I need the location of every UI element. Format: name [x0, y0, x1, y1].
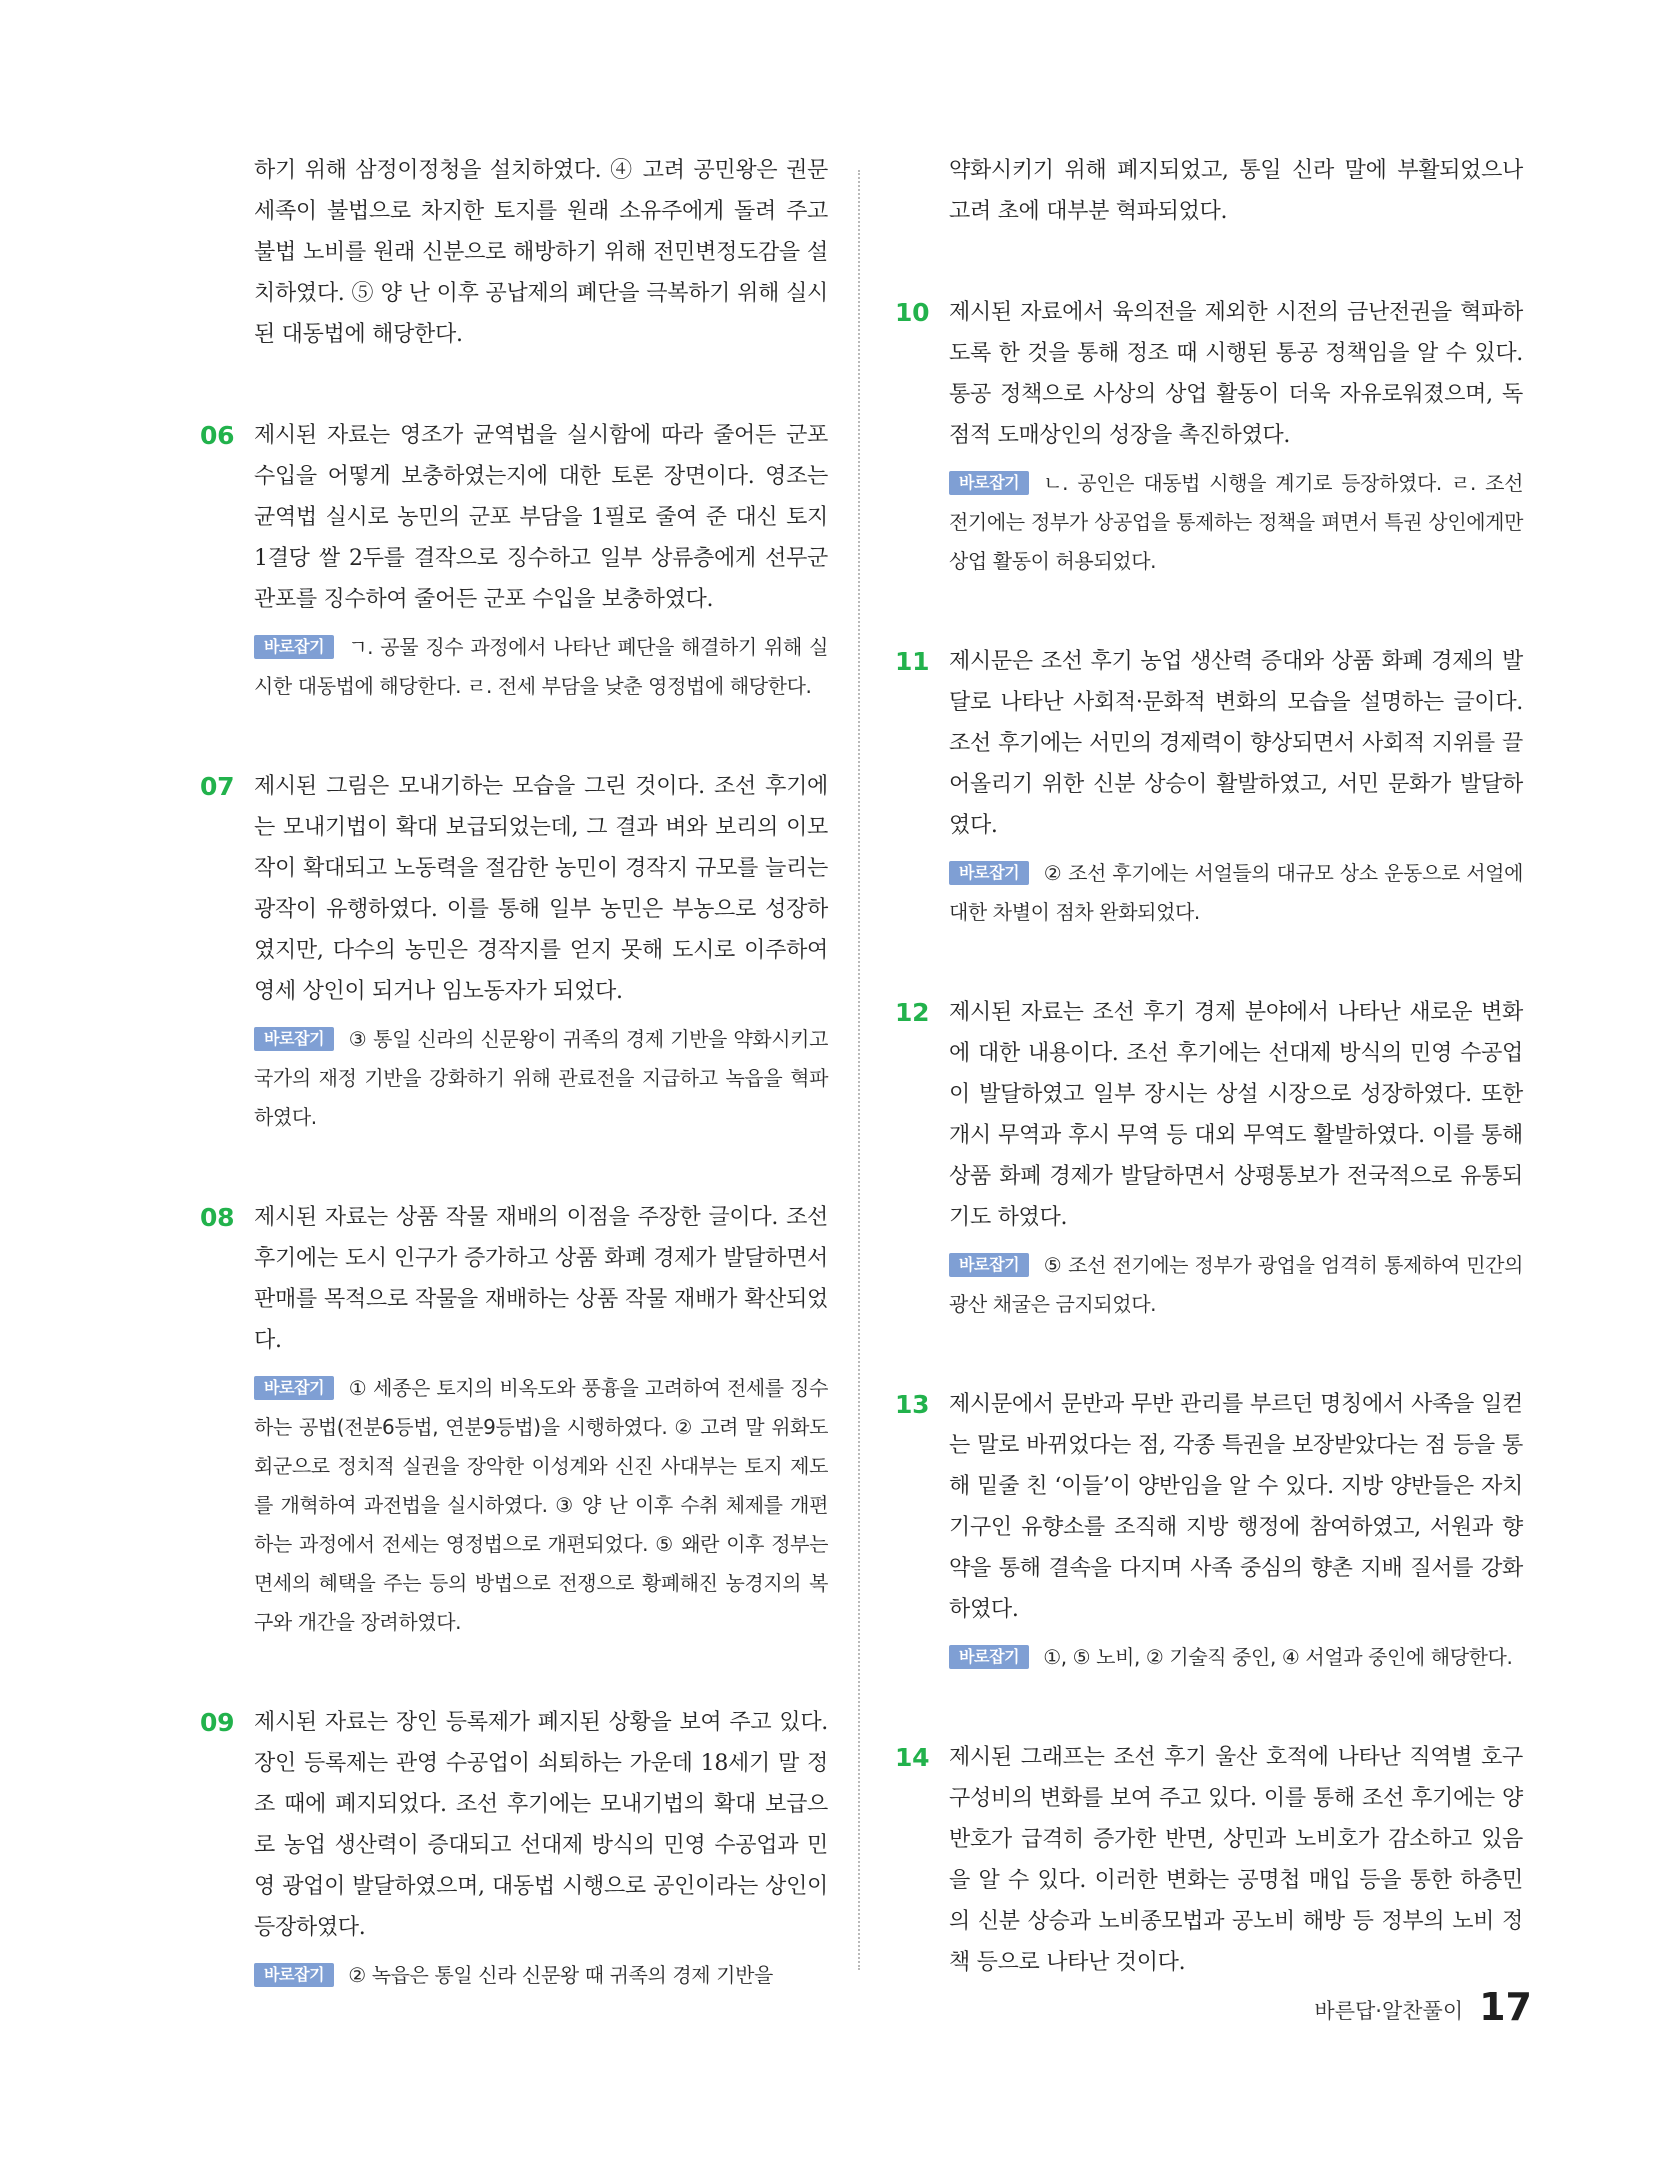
item-explanation: 제시된 자료는 조선 후기 경제 분야에서 나타난 새로운 변화에 대한 내용이다. 조선 후기에는 선대제 방식의 민영 수공업이 발달하였고 일부 장시는 상설 시장으로 성장하였다. 또한 개시 무역과 후시 무역 등 대외 무역도 활발하였다. 이를 통해 상품 화폐 경제가 발달하면서 상평통보가 전국적으로 유통되기도 하였다.: [949, 1000, 1523, 1230]
correction-text: ② 녹읍은 통일 신라 신문왕 때 귀족의 경제 기반을: [348, 1963, 773, 1987]
item-number: 07: [200, 772, 235, 801]
item-explanation: 제시문에서 문반과 무반 관리를 부르던 명칭에서 사족을 일컫는 말로 바뀌었다는 점, 각종 특권을 보장받았다는 점 등을 통해 밑줄 친 ‘이들’이 양반임을 알 수 있다. 지방 양반들은 자치 기구인 유향소를 조직해 지방 행정에 참여하였고, 서원과 향약을 통해 결속을 다지며 사족 중심의 향촌 지배 질서를 강화하였다.: [949, 1392, 1523, 1622]
column-divider: [858, 170, 860, 1970]
correction-text: ⑤ 조선 전기에는 정부가 광업을 엄격히 통제하여 민간의 광산 채굴은 금지되었다.: [949, 1253, 1523, 1316]
item-explanation: 제시된 자료에서 육의전을 제외한 시전의 금난전권을 혁파하도록 한 것을 통해 정조 때 시행된 통공 정책임을 알 수 있다. 통공 정책으로 사상의 상업 활동이 더욱 자유로워졌으며, 독점적 도매상인의 성장을 촉진하였다.: [949, 300, 1523, 448]
item-number: 14: [895, 1743, 930, 1772]
correction-badge: 바로잡기: [254, 1027, 334, 1051]
continuation-text: 약화시키기 위해 폐지되었고, 통일 신라 말에 부활되었으나 고려 초에 대부분 혁파되었다.: [949, 158, 1523, 224]
correction-text: ㄱ. 공물 징수 과정에서 나타난 폐단을 해결하기 위해 실시한 대동법에 해당한다. ㄹ. 전세 부담을 낮춘 영정법에 해당한다.: [254, 635, 828, 698]
item-number: 12: [895, 998, 930, 1027]
correction-badge: 바로잡기: [949, 1253, 1029, 1277]
footer-label: 바른답·알찬풀이: [1314, 1999, 1464, 2023]
correction-badge: 바로잡기: [949, 471, 1029, 495]
item-number: 06: [200, 421, 235, 450]
correction-badge: 바로잡기: [949, 861, 1029, 885]
item-explanation: 제시된 자료는 상품 작물 재배의 이점을 주장한 글이다. 조선 후기에는 도시 인구가 증가하고 상품 화폐 경제가 발달하면서 판매를 목적으로 작물을 재배하는 상품 작물 재배가 확산되었다.: [254, 1205, 828, 1353]
page-number: 17: [1479, 1985, 1532, 2029]
correction-note: [200, 1956, 828, 1995]
correction-badge: 바로잡기: [254, 1376, 334, 1400]
answer-item-06: [200, 415, 828, 706]
correction-text: ③ 통일 신라의 신문왕이 귀족의 경제 기반을 약화시키고 국가의 재정 기반을 강화하기 위해 관료전을 지급하고 녹읍을 혁파하였다.: [254, 1027, 828, 1129]
right-column: [895, 150, 1523, 2043]
item-number: 08: [200, 1203, 235, 1232]
correction-note: [895, 854, 1523, 932]
continuation-text: 하기 위해 삼정이정청을 설치하였다. ④ 고려 공민왕은 권문세족이 불법으로 차지한 토지를 원래 소유주에게 돌려 주고 불법 노비를 원래 신분으로 해방하기 위해 전민변정도감을 설치하였다. ⑤ 양 난 이후 공납제의 폐단을 극복하기 위해 실시된 대동법에 해당한다.: [254, 158, 828, 347]
correction-text: ①, ⑤ 노비, ② 기술직 중인, ④ 서얼과 중인에 해당한다.: [1043, 1645, 1513, 1669]
answer-item-07: [200, 766, 828, 1137]
correction-note: [895, 464, 1523, 581]
correction-note: [200, 628, 828, 706]
correction-note: [200, 1369, 828, 1642]
answer-item-13: [895, 1384, 1523, 1677]
item-explanation: 제시문은 조선 후기 농업 생산력 증대와 상품 화폐 경제의 발달로 나타난 사회적·문화적 변화의 모습을 설명하는 글이다. 조선 후기에는 서민의 경제력이 향상되면서 사회적 지위를 끌어올리기 위한 신분 상승이 활발하였고, 서민 문화가 발달하였다.: [949, 649, 1523, 838]
correction-text: ㄴ. 공인은 대동법 시행을 계기로 등장하였다. ㄹ. 조선 전기에는 정부가 상공업을 통제하는 정책을 펴면서 특권 상인에게만 상업 활동이 허용되었다.: [949, 471, 1523, 573]
item-explanation: 제시된 그림은 모내기하는 모습을 그린 것이다. 조선 후기에는 모내기법이 확대 보급되었는데, 그 결과 벼와 보리의 이모작이 확대되고 노동력을 절감한 농민이 경작지 규모를 늘리는 광작이 유행하였다. 이를 통해 일부 농민은 부농으로 성장하였지만, 다수의 농민은 경작지를 얻지 못해 도시로 이주하여 영세 상인이 되거나 임노동자가 되었다.: [254, 774, 828, 1004]
item-number: 11: [895, 647, 930, 676]
answer-item-08: [200, 1197, 828, 1642]
correction-note: [895, 1638, 1523, 1677]
item-explanation: 제시된 자료는 영조가 균역법을 실시함에 따라 줄어든 군포 수입을 어떻게 보충하였는지에 대한 토론 장면이다. 영조는 균역법 실시로 농민의 군포 부담을 1필로 줄여 준 대신 토지 1결당 쌀 2두를 결작으로 징수하고 일부 상류층에게 선무군관포를 징수하여 줄어든 군포 수입을 보충하였다.: [254, 423, 828, 612]
item-explanation: 제시된 그래프는 조선 후기 울산 호적에 나타난 직역별 호구 구성비의 변화를 보여 주고 있다. 이를 통해 조선 후기에는 양반호가 급격히 증가한 반면, 상민과 노비호가 감소하고 있음을 알 수 있다. 이러한 변화는 공명첩 매입 등을 통한 하층민의 신분 상승과 노비종모법과 공노비 해방 등 정부의 노비 정책 등으로 나타난 것이다.: [949, 1745, 1523, 1975]
correction-badge: 바로잡기: [949, 1645, 1029, 1669]
left-column: [200, 150, 828, 2055]
item-number: 10: [895, 298, 930, 327]
answer-item-10: [895, 292, 1523, 581]
page-footer: [1314, 1985, 1532, 2029]
answer-item-12: [895, 992, 1523, 1324]
item-number: 09: [200, 1708, 235, 1737]
correction-note: [895, 1246, 1523, 1324]
answer-item-11: [895, 641, 1523, 932]
answer-item-14: [895, 1737, 1523, 1983]
correction-badge: 바로잡기: [254, 635, 334, 659]
correction-text: ② 조선 후기에는 서얼들의 대규모 상소 운동으로 서얼에 대한 차별이 점차 완화되었다.: [949, 861, 1523, 924]
correction-note: [200, 1020, 828, 1137]
correction-text: ① 세종은 토지의 비옥도와 풍흉을 고려하여 전세를 징수하는 공법(전분6등법, 연분9등법)을 시행하였다. ② 고려 말 위화도 회군으로 정치적 실권을 장악한 이성계와 신진 사대부는 토지 제도를 개혁하여 과전법을 실시하였다. ③ 양 난 이후 수취 체제를 개편하는 과정에서 전세는 영정법으로 개편되었다. ⑤ 왜란 이후 정부는 면세의 혜택을 주는 등의 방법으로 전쟁으로 황폐해진 농경지의 복구와 개간을 장려하였다.: [254, 1376, 828, 1634]
item-explanation: 제시된 자료는 장인 등록제가 폐지된 상황을 보여 주고 있다. 장인 등록제는 관영 수공업이 쇠퇴하는 가운데 18세기 말 정조 때에 폐지되었다. 조선 후기에는 모내기법의 확대 보급으로 농업 생산력이 증대되고 선대제 방식의 민영 수공업과 민영 광업이 발달하였으며, 대동법 시행으로 공인이라는 상인이 등장하였다.: [254, 1710, 828, 1940]
answer-item-09: [200, 1702, 828, 1995]
correction-badge: 바로잡기: [254, 1963, 334, 1987]
item-number: 13: [895, 1390, 930, 1419]
